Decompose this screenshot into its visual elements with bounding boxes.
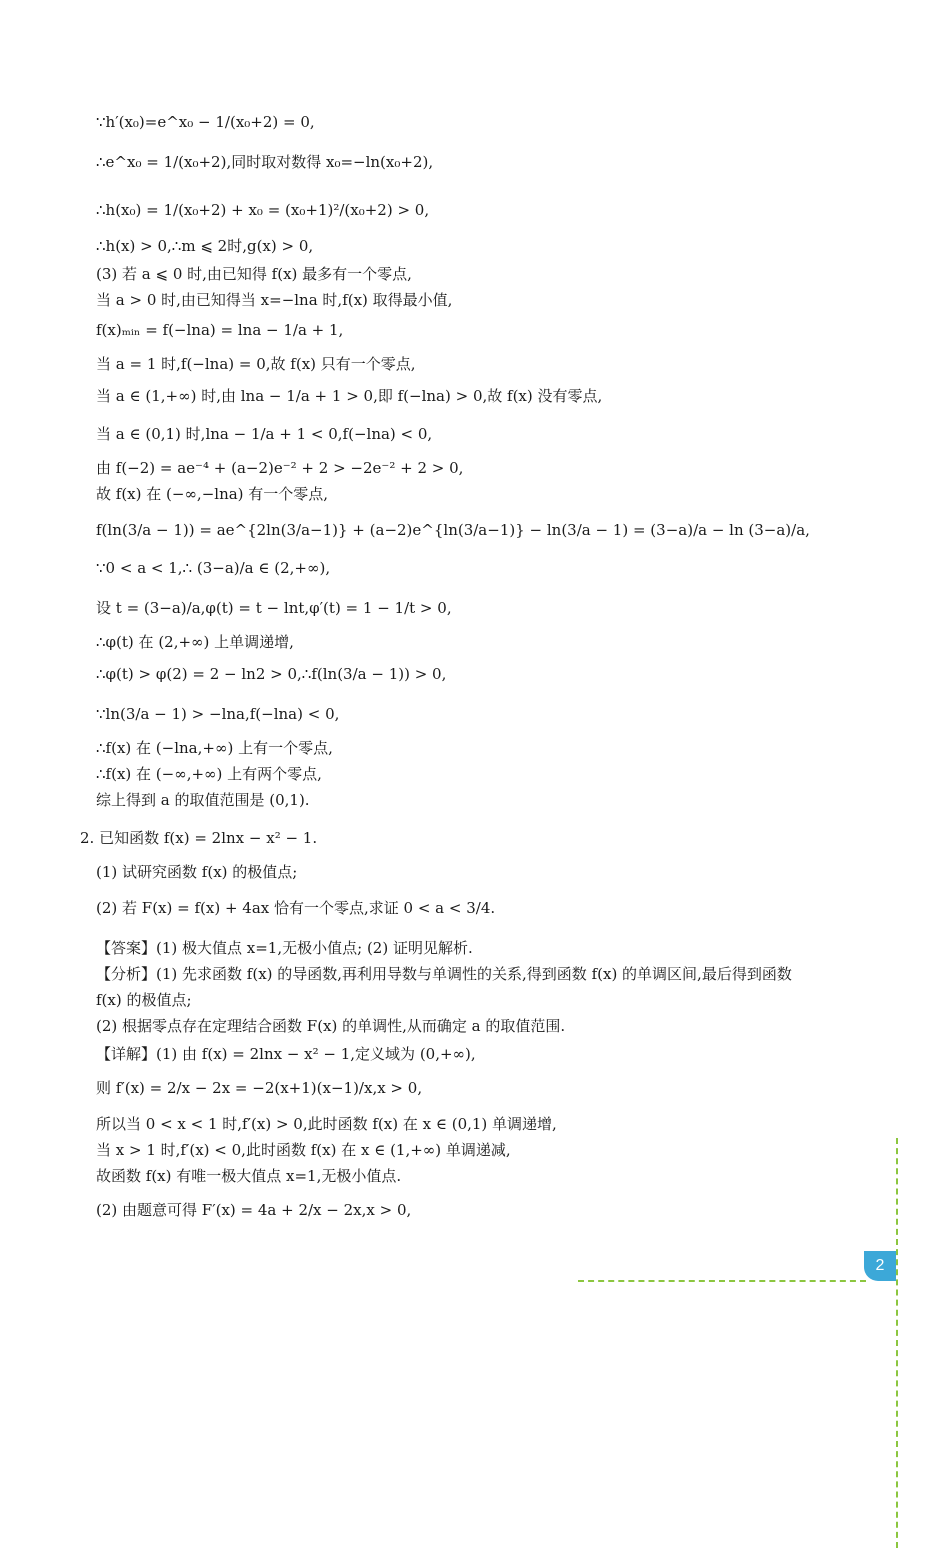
page-border-dashed-vertical — [896, 1138, 898, 1548]
solution-line: ∴f(x) 在 (−lna,+∞) 上有一个零点, — [96, 739, 333, 757]
analysis-line: f(x) 的极值点; — [96, 991, 192, 1009]
detail-line: 则 f′(x) = 2/x − 2x = −2(x+1)(x−1)/x,x > 0, — [96, 1079, 423, 1097]
solution-line: 当 a = 1 时,f(−lna) = 0,故 f(x) 只有一个零点, — [96, 355, 416, 373]
solution-line: ∵0 < a < 1,∴ (3−a)/a ∈ (2,+∞), — [96, 559, 331, 577]
solution-line: ∴e^x₀ = 1/(x₀+2),同时取对数得 x₀=−ln(x₀+2), — [96, 153, 434, 171]
solution-line: ∴f(x) 在 (−∞,+∞) 上有两个零点, — [96, 765, 322, 783]
detail-line: (2) 由题意可得 F′(x) = 4a + 2/x − 2x,x > 0, — [96, 1201, 412, 1219]
solution-line: ∴h(x) > 0,∴m ⩽ 2时,g(x) > 0, — [96, 237, 314, 255]
solution-line: 故 f(x) 在 (−∞,−lna) 有一个零点, — [96, 485, 329, 503]
solution-line: (3) 若 a ⩽ 0 时,由已知得 f(x) 最多有一个零点, — [96, 265, 412, 283]
detail-line: 当 x > 1 时,f′(x) < 0,此时函数 f(x) 在 x ∈ (1,+∞) 单调递减, — [96, 1141, 511, 1159]
answer-line: 【答案】(1) 极大值点 x=1,无极小值点; (2) 证明见解析. — [96, 939, 473, 957]
solution-line: 当 a > 0 时,由已知得当 x=−lna 时,f(x) 取得最小值, — [96, 291, 453, 309]
solution-line: 当 a ∈ (1,+∞) 时,由 lna − 1/a + 1 > 0,即 f(−lna) > 0,故 f(x) 没有零点, — [96, 387, 603, 405]
solution-line: 设 t = (3−a)/a,φ(t) = t − lnt,φ′(t) = 1 − 1/t > 0, — [96, 599, 452, 617]
solution-line: 当 a ∈ (0,1) 时,lna − 1/a + 1 < 0,f(−lna) < 0, — [96, 425, 433, 443]
solution-line: ∵h′(x₀)=e^x₀ − 1/(x₀+2) = 0, — [96, 113, 315, 131]
page-border-dashed-horizontal — [578, 1280, 866, 1282]
solution-line: 由 f(−2) = ae⁻⁴ + (a−2)e⁻² + 2 > −2e⁻² + 2 > 0, — [96, 459, 464, 477]
solution-line: ∵ln(3/a − 1) > −lna,f(−lna) < 0, — [96, 705, 340, 723]
analysis-line: (2) 根据零点存在定理结合函数 F(x) 的单调性,从而确定 a 的取值范围. — [96, 1017, 566, 1035]
solution-line: ∴φ(t) 在 (2,+∞) 上单调递增, — [96, 633, 294, 651]
solution-line: ∴φ(t) > φ(2) = 2 − ln2 > 0,∴f(ln(3/a − 1)) > 0, — [96, 665, 447, 683]
solution-line: f(x)ₘᵢₙ = f(−lna) = lna − 1/a + 1, — [96, 321, 344, 339]
detail-line: 【详解】(1) 由 f(x) = 2lnx − x² − 1,定义域为 (0,+∞), — [96, 1045, 476, 1063]
detail-line: 所以当 0 < x < 1 时,f′(x) > 0,此时函数 f(x) 在 x ∈ (0,1) 单调递增, — [96, 1115, 557, 1133]
solution-line: f(ln(3/a − 1)) = ae^{2ln(3/a−1)} + (a−2)e^{ln(3/a−1)} − ln(3/a − 1) = (3−a)/a − ln (3−a)/a, — [96, 521, 810, 539]
solution-line: ∴h(x₀) = 1/(x₀+2) + x₀ = (x₀+1)²/(x₀+2) > 0, — [96, 201, 430, 219]
question-part-1: (1) 试研究函数 f(x) 的极值点; — [96, 863, 298, 881]
detail-line: 故函数 f(x) 有唯一极大值点 x=1,无极小值点. — [96, 1167, 402, 1185]
question-stem: 2. 已知函数 f(x) = 2lnx − x² − 1. — [80, 829, 318, 847]
analysis-line: 【分析】(1) 先求函数 f(x) 的导函数,再利用导数与单调性的关系,得到函数 f(x) 的单调区间,最后得到函数 — [96, 965, 792, 983]
question-part-2: (2) 若 F(x) = f(x) + 4ax 恰有一个零点,求证 0 < a < 3/4. — [96, 899, 496, 917]
solution-line: 综上得到 a 的取值范围是 (0,1). — [96, 791, 310, 809]
page-number-badge: 2 — [864, 1251, 896, 1281]
